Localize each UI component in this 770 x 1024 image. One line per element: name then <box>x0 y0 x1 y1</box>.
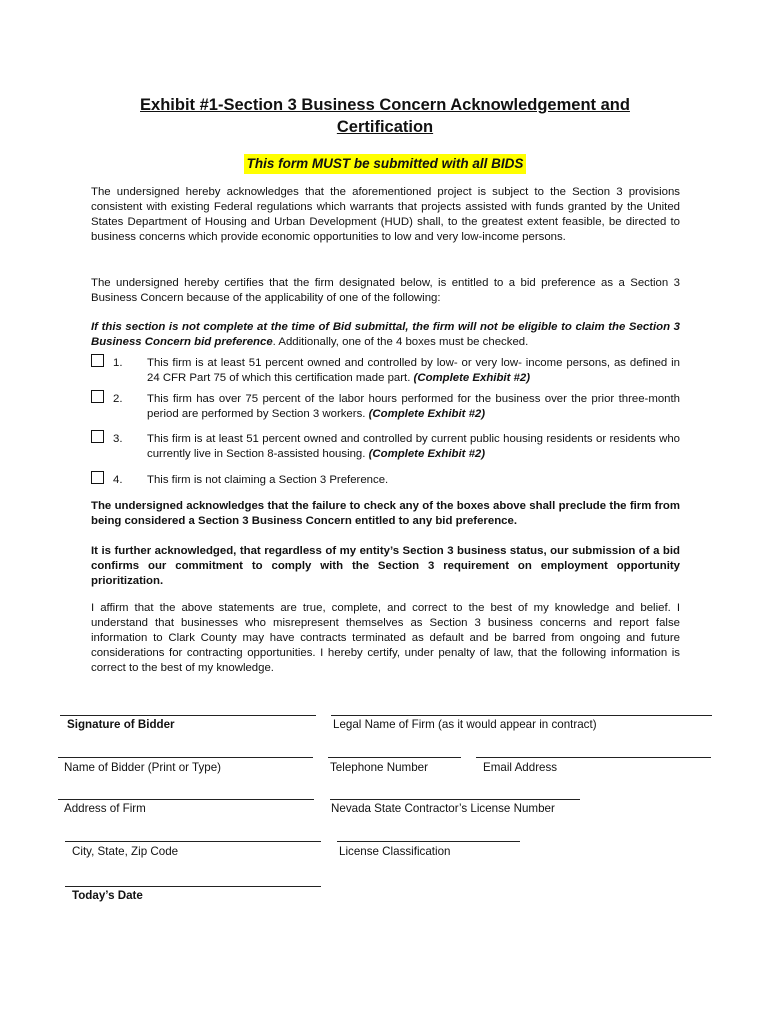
commitment-acknowledgement: It is further acknowledged, that regardless of my entity’s Section 3 business status, our submission of a bid confirms our commitment to comply with the Section 3 requirement on employment opportunity prioritization. <box>91 545 680 587</box>
option-2-note: (Complete Exhibit #2) <box>368 408 486 420</box>
email-label: Email Address <box>483 761 558 774</box>
option-text <box>147 356 680 386</box>
option-3-text: This firm is at least 51 percent owned and controlled by current public housing residents or residents who currently live in Section 8-assisted housing. <box>147 433 680 460</box>
submission-notice: This form MUST be submitted with all BIDS <box>244 154 527 174</box>
warning-rest-text: . Additionally, one of the 4 boxes must be checked. <box>272 336 529 348</box>
option-1-note: (Complete Exhibit #2) <box>413 372 531 384</box>
license-class-line[interactable] <box>337 841 520 842</box>
acknowledgement-paragraph: The undersigned hereby acknowledges that the aforementioned project is subject to the Section 3 provisions consistent with existing Federal regulations which warrants that projects assisted with funds granted by the United States Department of Housing and Urban Development (HUD) shall, to the greatest extent feasible, be directed to business concerns which provide economic opportunities to low and very low-income persons. <box>91 186 680 243</box>
option-text <box>147 432 680 462</box>
bidder-name-label: Name of Bidder (Print or Type) <box>64 761 222 774</box>
license-number-line[interactable] <box>330 799 580 800</box>
checkbox-2[interactable] <box>91 390 104 403</box>
option-3 <box>91 432 681 464</box>
date-line[interactable] <box>65 886 321 887</box>
address-line[interactable] <box>58 799 314 800</box>
option-number: 2. <box>113 393 123 405</box>
option-1 <box>91 356 681 388</box>
option-number: 1. <box>113 357 123 369</box>
option-4-text: This firm is not claiming a Section 3 Preference. <box>147 474 389 486</box>
option-text <box>147 473 680 488</box>
option-1-text: This firm is at least 51 percent owned and controlled by low- or very low- income persons, as defined in 24 CFR Part 75 of which this certification made part. <box>147 357 680 384</box>
city-state-zip-label: City, State, Zip Code <box>72 845 179 858</box>
certification-paragraph: The undersigned hereby certifies that the firm designated below, is entitled to a bid preference as a Section 3 Business Concern because of the applicability of one of the following: <box>91 277 680 304</box>
license-number-label: Nevada State Contractor’s License Number <box>331 802 555 815</box>
license-class-label: License Classification <box>339 845 451 858</box>
preclusion-acknowledgement: The undersigned acknowledges that the failure to check any of the boxes above shall preclude the firm from being considered a Section 3 Business Concern entitled to any bid preference. <box>91 500 680 527</box>
title-line-1: Exhibit #1-Section 3 Business Concern Acknowledgement and <box>140 96 630 114</box>
legal-name-line[interactable] <box>331 715 712 716</box>
notice-wrap <box>0 154 770 174</box>
option-number: 4. <box>113 474 123 486</box>
signature-label: Signature of Bidder <box>67 718 175 731</box>
signature-line[interactable] <box>60 715 316 716</box>
legal-name-label: Legal Name of Firm (as it would appear in contract) <box>333 718 597 731</box>
page-title <box>90 94 680 138</box>
warning-bold-text: If this section is not complete at the time of Bid submittal, the firm will not be eligible to claim the Section 3 Business Concern bid preference <box>91 321 680 348</box>
bidder-name-line[interactable] <box>58 757 313 758</box>
checkbox-4[interactable] <box>91 471 104 484</box>
option-3-note: (Complete Exhibit #2) <box>368 448 486 460</box>
city-state-zip-line[interactable] <box>65 841 321 842</box>
telephone-label: Telephone Number <box>330 761 428 774</box>
checkbox-3[interactable] <box>91 430 104 443</box>
option-4 <box>91 473 681 491</box>
affirmation-paragraph: I affirm that the above statements are true, complete, and correct to the best of my knowledge and belief. I understand that businesses who misrepresent themselves as Section 3 business concerns and report false information to Clark County may have contracts terminated as default and be barred from ongoing and future considerations for contracting opportunities. I hereby certify, under penalty of law, that the following information is correct to the best of my knowledge. <box>91 602 680 674</box>
option-2-text: This firm has over 75 percent of the labor hours performed for the business over the prior three-month period are performed by Section 3 workers. <box>147 393 680 420</box>
option-2 <box>91 392 681 424</box>
option-number: 3. <box>113 433 123 445</box>
warning-paragraph <box>91 320 680 350</box>
checkbox-1[interactable] <box>91 354 104 367</box>
telephone-line[interactable] <box>328 757 461 758</box>
address-label: Address of Firm <box>64 802 146 815</box>
option-text <box>147 392 680 422</box>
date-label: Today’s Date <box>72 889 143 902</box>
email-line[interactable] <box>476 757 711 758</box>
title-line-2: Certification <box>336 118 434 136</box>
